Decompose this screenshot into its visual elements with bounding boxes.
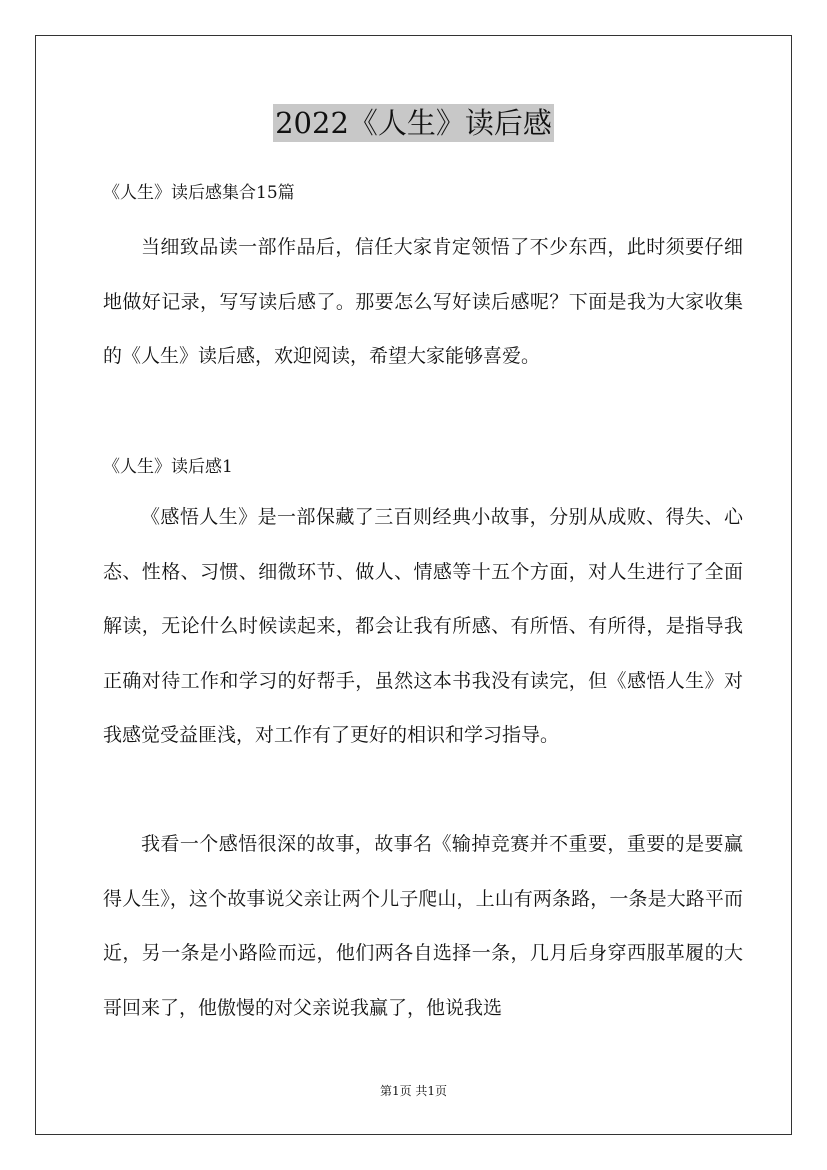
document-subtitle: 《人生》读后感集合15篇 <box>103 183 295 203</box>
title-container <box>0 104 827 142</box>
page-footer: 第1页 共1页 <box>379 1084 448 1098</box>
body-paragraph-2: 我看一个感悟很深的故事，故事名《输掉竞赛并不重要，重要的是要赢得人生》，这个故事说父亲让两个儿子爬山，上山有两条路，一条是大路平而近，另一条是小路险而远，他们两各自选择一条，几月后身穿西服革履的大哥回来了，他傲慢的对父亲说我赢了，他说我选 <box>103 833 743 1019</box>
intro-paragraph: 当细致品读一部作品后，信任大家肯定领悟了不少东西，此时须要仔细地做好记录，写写读后感了。那要怎么写好读后感呢？下面是我为大家收集的《人生》读后感，欢迎阅读，希望大家能够喜爱。 <box>103 236 743 367</box>
body-paragraph-1: 《感悟人生》是一部保藏了三百则经典小故事，分别从成败、得失、心态、性格、习惯、细微环节、做人、情感等十五个方面，对人生进行了全面解读，无论什么时候读起来，都会让我有所感、有所悟、有所得，是指导我正确对待工作和学习的好帮手，虽然这本书我没有读完，但《感悟人生》对我感觉受益匪浅，对工作有了更好的相识和学习指导。 <box>103 506 743 746</box>
document-title: 2022《人生》读后感 <box>275 106 552 140</box>
section-heading: 《人生》读后感1 <box>103 457 233 477</box>
